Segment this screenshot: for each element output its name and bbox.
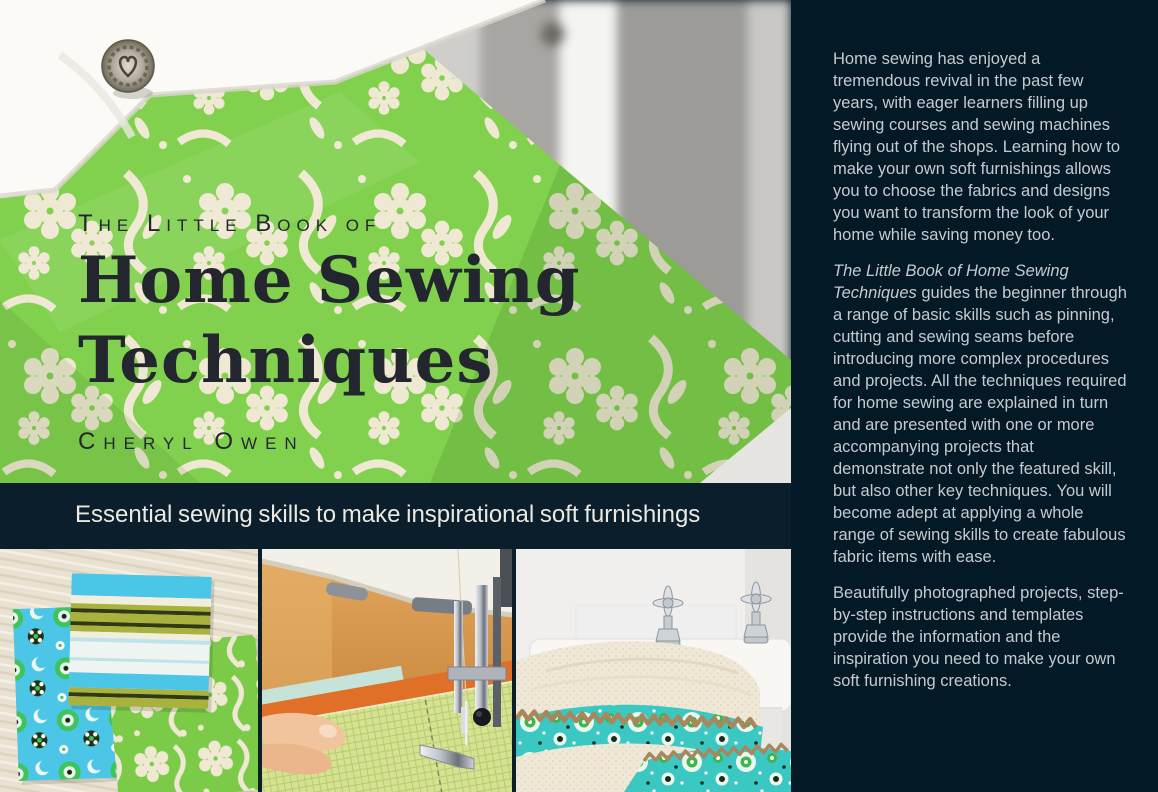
- photo-strip: [0, 546, 791, 792]
- photo-fabric-swatches: [0, 549, 258, 792]
- photo-towel-sink: [516, 549, 791, 792]
- tagline-band: [0, 483, 791, 546]
- blurb-paragraph-2: [833, 260, 1128, 568]
- photo-sewing-machine: [262, 549, 512, 792]
- blurb-book-title-italic: The Little Book of Home Sewing Techniques: [833, 262, 1069, 302]
- needle: [465, 701, 467, 745]
- cover-photo-pillow: [0, 0, 791, 483]
- blurb-paragraph-3: Beautifully photographed projects, step-by-step instructions and templates provide the information and the inspiration you need to make your own soft furnishing creations.: [833, 584, 1124, 690]
- tagline-text: Essential sewing skills to make inspirational soft furnishings: [75, 500, 701, 528]
- author-name: Cheryl Owen: [78, 428, 305, 455]
- series-title: The Little Book of: [78, 210, 382, 237]
- title-block: [78, 210, 581, 456]
- sewing-machine-illustration: [262, 549, 512, 792]
- blurb-paragraph-2-rest: guides the beginner through a range of basic skills such as pinning, cutting and sewing seams before introducing more complex procedures and projects. All the techniques required for home sewing are explained in turn and are presented with one or more accompanying projects that demonstrate not only the featured skill, but also other key techniques. You will become adept at applying a whole range of sewing skills to create fabulous fabric items with ease.: [833, 284, 1127, 566]
- swatches-illustration: [0, 549, 258, 792]
- book-title-line2: Techniques: [78, 323, 494, 398]
- blurb-paragraph-1: Home sewing has enjoyed a tremendous revival in the past few years, with eager learners filling up sewing courses and sewing machines flying out of the shops. Learning how to make your own soft furnishings allows you to choose the fabrics and designs you want to transform the look of your home while saving money too.: [833, 50, 1121, 244]
- glass-splashback: [576, 605, 736, 641]
- back-cover-panel: [791, 0, 1158, 792]
- towel-sink-illustration: [516, 549, 791, 792]
- book-title-line1: Home Sewing: [78, 243, 581, 318]
- swatch-striped: [68, 573, 215, 713]
